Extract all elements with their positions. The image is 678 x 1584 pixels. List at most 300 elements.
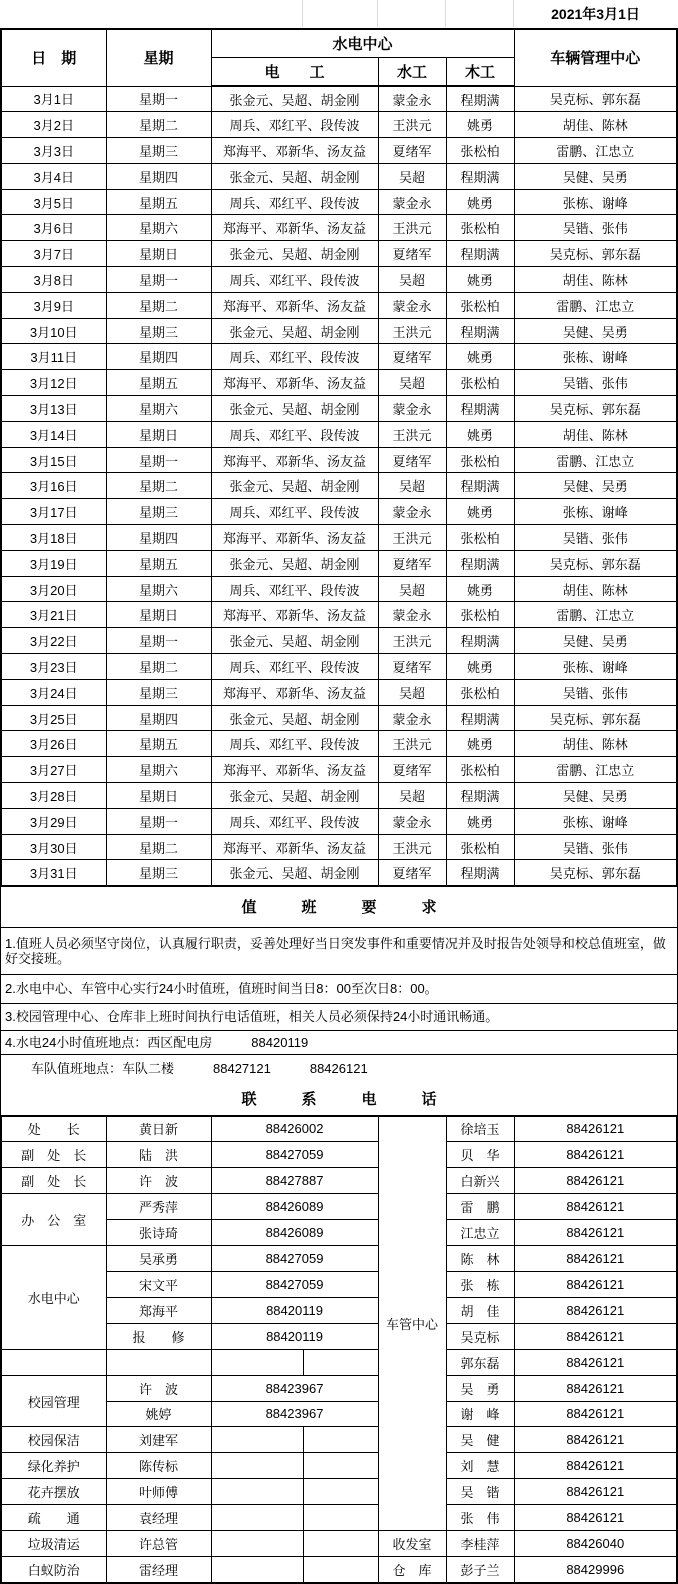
header-electrician: 电 工 — [211, 57, 378, 86]
header-plumber: 水工 — [378, 57, 446, 86]
roster-weekday-cell: 星期二 — [106, 292, 211, 318]
contact-role-cell: 校园管理 — [1, 1375, 106, 1427]
roster-electrician-cell: 张金元、吴超、胡金刚 — [211, 163, 378, 189]
roster-vehicle-cell: 吴健、吴勇 — [514, 163, 677, 189]
contact-name-cell: 刘建军 — [106, 1427, 211, 1453]
contact-name-cell: 郭东磊 — [446, 1349, 514, 1375]
contact-empty-cell — [303, 1505, 378, 1531]
roster-row — [1, 396, 677, 422]
roster-weekday-cell: 星期日 — [106, 421, 211, 447]
contact-table — [0, 1115, 678, 1584]
roster-row — [1, 138, 677, 164]
roster-vehicle-cell: 吴克标、郭东磊 — [514, 860, 677, 886]
roster-date-cell: 3月10日 — [1, 318, 106, 344]
roster-plumber-cell: 王洪元 — [378, 731, 446, 757]
roster-row — [1, 525, 677, 551]
roster-weekday-cell: 星期四 — [106, 163, 211, 189]
contact-name-cell: 吴 锴 — [446, 1479, 514, 1505]
contact-row — [1, 1349, 677, 1375]
roster-date-cell: 3月31日 — [1, 860, 106, 886]
contact-role-cell: 办 公 室 — [1, 1194, 106, 1246]
roster-plumber-cell: 王洪元 — [378, 112, 446, 138]
roster-carpenter-cell: 张松柏 — [446, 834, 514, 860]
roster-weekday-cell: 星期四 — [106, 705, 211, 731]
contact-row — [1, 1142, 677, 1168]
roster-plumber-cell: 王洪元 — [378, 318, 446, 344]
roster-carpenter-cell: 姚勇 — [446, 731, 514, 757]
roster-electrician-cell: 张金元、吴超、胡金刚 — [211, 783, 378, 809]
roster-row — [1, 473, 677, 499]
duty-roster-table — [0, 28, 678, 887]
roster-vehicle-cell: 胡佳、陈林 — [514, 731, 677, 757]
contact-phone-cell: 88426121 — [514, 1194, 677, 1220]
contact-name-cell: 袁经理 — [106, 1505, 211, 1531]
contact-phone-cell: 88423967 — [211, 1375, 378, 1401]
contact-name-cell: 许总管 — [106, 1531, 211, 1557]
roster-vehicle-cell: 吴健、吴勇 — [514, 783, 677, 809]
roster-date-cell: 3月21日 — [1, 602, 106, 628]
roster-header — [1, 29, 677, 86]
contact-phone-cell: 88426121 — [514, 1219, 677, 1245]
contact-phone-cell: 88426121 — [514, 1375, 677, 1401]
roster-weekday-cell: 星期日 — [106, 602, 211, 628]
roster-date-cell: 3月11日 — [1, 344, 106, 370]
roster-carpenter-cell: 张松柏 — [446, 215, 514, 241]
roster-weekday-cell: 星期一 — [106, 628, 211, 654]
roster-plumber-cell: 蒙金永 — [378, 808, 446, 834]
contact-phone-cell: 88426121 — [514, 1142, 677, 1168]
contact-phone-cell: 88420119 — [211, 1297, 378, 1323]
roster-vehicle-cell: 吴健、吴勇 — [514, 473, 677, 499]
roster-vehicle-cell: 张栋、谢峰 — [514, 654, 677, 680]
contact-phone-cell: 88426121 — [514, 1349, 677, 1375]
roster-date-cell: 3月8日 — [1, 267, 106, 293]
contact-empty-cell — [303, 1427, 378, 1453]
roster-plumber-cell: 夏绪军 — [378, 447, 446, 473]
roster-weekday-cell: 星期四 — [106, 344, 211, 370]
gridline — [377, 0, 378, 27]
roster-electrician-cell: 郑海平、邓新华、汤友益 — [211, 525, 378, 551]
contact-role-cell: 副 处 长 — [1, 1168, 106, 1194]
roster-date-cell: 3月22日 — [1, 628, 106, 654]
contact-empty-cell — [211, 1505, 303, 1531]
roster-row — [1, 189, 677, 215]
roster-weekday-cell: 星期六 — [106, 396, 211, 422]
header-water-electric-center: 水电中心 — [211, 29, 514, 57]
roster-row — [1, 679, 677, 705]
roster-date-cell: 3月14日 — [1, 421, 106, 447]
roster-vehicle-cell: 张栋、谢峰 — [514, 808, 677, 834]
roster-carpenter-cell: 程期满 — [446, 550, 514, 576]
contact-phone-cell: 88426121 — [514, 1479, 677, 1505]
roster-electrician-cell: 郑海平、邓新华、汤友益 — [211, 602, 378, 628]
roster-plumber-cell: 吴超 — [378, 267, 446, 293]
roster-body — [1, 86, 677, 886]
contact-row — [1, 1505, 677, 1531]
roster-plumber-cell: 蒙金永 — [378, 396, 446, 422]
roster-carpenter-cell: 程期满 — [446, 473, 514, 499]
roster-plumber-cell: 吴超 — [378, 370, 446, 396]
roster-row — [1, 447, 677, 473]
roster-electrician-cell: 周兵、邓红平、段传波 — [211, 576, 378, 602]
contact-role-cell: 校园保洁 — [1, 1427, 106, 1453]
roster-plumber-cell: 王洪元 — [378, 525, 446, 551]
roster-vehicle-cell: 雷鹏、江忠立 — [514, 138, 677, 164]
roster-electrician-cell: 张金元、吴超、胡金刚 — [211, 550, 378, 576]
contact-name-cell: 张 栋 — [446, 1271, 514, 1297]
contact-row — [1, 1168, 677, 1194]
roster-row — [1, 705, 677, 731]
contact-phone-cell: 88426089 — [211, 1194, 378, 1220]
roster-vehicle-cell: 雷鹏、江忠立 — [514, 447, 677, 473]
roster-date-cell: 3月16日 — [1, 473, 106, 499]
roster-date-cell: 3月18日 — [1, 525, 106, 551]
roster-plumber-cell: 夏绪军 — [378, 241, 446, 267]
roster-vehicle-cell: 吴克标、郭东磊 — [514, 241, 677, 267]
contact-name-cell: 张诗琦 — [106, 1219, 211, 1245]
contact-empty-cell — [106, 1349, 211, 1375]
roster-weekday-cell: 星期四 — [106, 525, 211, 551]
contact-name-cell: 贝 华 — [446, 1142, 514, 1168]
contact-name-cell: 郑海平 — [106, 1297, 211, 1323]
roster-plumber-cell: 夏绪军 — [378, 344, 446, 370]
contact-empty-cell — [303, 1531, 378, 1557]
roster-row — [1, 808, 677, 834]
roster-carpenter-cell: 张松柏 — [446, 447, 514, 473]
roster-carpenter-cell: 张松柏 — [446, 525, 514, 551]
roster-vehicle-cell: 胡佳、陈林 — [514, 267, 677, 293]
roster-date-cell: 3月17日 — [1, 499, 106, 525]
roster-date-cell: 3月26日 — [1, 731, 106, 757]
contact-role-cell: 副 处 长 — [1, 1142, 106, 1168]
roster-plumber-cell: 夏绪军 — [378, 550, 446, 576]
contact-phone-cell: 88427059 — [211, 1271, 378, 1297]
roster-date-cell: 3月29日 — [1, 808, 106, 834]
contact-name-cell: 叶师傅 — [106, 1479, 211, 1505]
contact-empty-cell — [303, 1557, 378, 1583]
roster-vehicle-cell: 吴锴、张伟 — [514, 525, 677, 551]
contact-name-cell: 许 波 — [106, 1168, 211, 1194]
roster-plumber-cell: 王洪元 — [378, 834, 446, 860]
contact-role-cell: 水电中心 — [1, 1245, 106, 1349]
contact-role-cell: 垃圾清运 — [1, 1531, 106, 1557]
contact-empty-cell — [211, 1479, 303, 1505]
roster-electrician-cell: 郑海平、邓新华、汤友益 — [211, 757, 378, 783]
roster-plumber-cell: 王洪元 — [378, 421, 446, 447]
contact-role-cell: 白蚁防治 — [1, 1557, 106, 1583]
roster-carpenter-cell: 程期满 — [446, 783, 514, 809]
roster-electrician-cell: 张金元、吴超、胡金刚 — [211, 860, 378, 886]
roster-electrician-cell: 郑海平、邓新华、汤友益 — [211, 447, 378, 473]
roster-row — [1, 267, 677, 293]
contact-name-cell: 吴 勇 — [446, 1375, 514, 1401]
roster-electrician-cell: 张金元、吴超、胡金刚 — [211, 473, 378, 499]
contact-name-cell: 李桂萍 — [446, 1531, 514, 1557]
roster-electrician-cell: 郑海平、邓新华、汤友益 — [211, 138, 378, 164]
contact-name-cell: 雷 鹏 — [446, 1194, 514, 1220]
contact-empty-cell — [303, 1349, 378, 1375]
roster-carpenter-cell: 程期满 — [446, 241, 514, 267]
roster-carpenter-cell: 张松柏 — [446, 679, 514, 705]
contact-phone-cell: 88426121 — [514, 1453, 677, 1479]
contact-row — [1, 1375, 677, 1401]
roster-row — [1, 628, 677, 654]
roster-carpenter-cell: 姚勇 — [446, 808, 514, 834]
gridline — [302, 0, 303, 27]
roster-weekday-cell: 星期六 — [106, 757, 211, 783]
contact-phone-cell: 88426121 — [514, 1505, 677, 1531]
roster-plumber-cell: 蒙金永 — [378, 602, 446, 628]
roster-electrician-cell: 张金元、吴超、胡金刚 — [211, 705, 378, 731]
contact-empty-cell — [211, 1427, 303, 1453]
duty-note-2: 2.水电中心、车管中心实行24小时值班，值班时间当日8：00至次日8：00。 — [0, 975, 678, 1004]
contact-name-cell: 彭子兰 — [446, 1557, 514, 1583]
roster-electrician-cell: 郑海平、邓新华、汤友益 — [211, 370, 378, 396]
roster-vehicle-cell: 吴克标、郭东磊 — [514, 396, 677, 422]
contact-empty-cell — [211, 1531, 303, 1557]
contact-name-cell: 白新兴 — [446, 1168, 514, 1194]
contact-name-cell: 陈 林 — [446, 1245, 514, 1271]
roster-date-cell: 3月6日 — [1, 215, 106, 241]
roster-vehicle-cell: 吴克标、郭东磊 — [514, 86, 677, 112]
roster-date-cell: 3月12日 — [1, 370, 106, 396]
contact-phone-cell: 88426121 — [514, 1245, 677, 1271]
roster-date-cell: 3月7日 — [1, 241, 106, 267]
roster-carpenter-cell: 程期满 — [446, 860, 514, 886]
roster-electrician-cell: 郑海平、邓新华、汤友益 — [211, 215, 378, 241]
contact-phone-title: 联 系 电 话 — [0, 1083, 678, 1115]
roster-weekday-cell: 星期三 — [106, 318, 211, 344]
roster-plumber-cell: 夏绪军 — [378, 138, 446, 164]
roster-date-cell: 3月3日 — [1, 138, 106, 164]
duty-note-4b: 车队值班地点：车队二楼 88427121 88426121 — [0, 1055, 678, 1083]
roster-plumber-cell: 夏绪军 — [378, 860, 446, 886]
contact-name-cell: 报 修 — [106, 1323, 211, 1349]
roster-weekday-cell: 星期三 — [106, 860, 211, 886]
roster-electrician-cell: 周兵、邓红平、段传波 — [211, 499, 378, 525]
roster-row — [1, 241, 677, 267]
roster-electrician-cell: 周兵、邓红平、段传波 — [211, 344, 378, 370]
contact-name-cell: 陆 洪 — [106, 1142, 211, 1168]
roster-row — [1, 602, 677, 628]
header-vehicle-center: 车辆管理中心 — [514, 29, 677, 86]
contact-row — [1, 1453, 677, 1479]
roster-electrician-cell: 周兵、邓红平、段传波 — [211, 421, 378, 447]
roster-vehicle-cell: 吴锴、张伟 — [514, 215, 677, 241]
roster-weekday-cell: 星期六 — [106, 576, 211, 602]
roster-carpenter-cell: 姚勇 — [446, 189, 514, 215]
roster-row — [1, 757, 677, 783]
contact-row — [1, 1116, 677, 1142]
contact-name-cell: 陈传标 — [106, 1453, 211, 1479]
roster-carpenter-cell: 张松柏 — [446, 292, 514, 318]
contact-role-cell: 绿化养护 — [1, 1453, 106, 1479]
roster-date-cell: 3月9日 — [1, 292, 106, 318]
contact-name-cell: 许 波 — [106, 1375, 211, 1401]
roster-vehicle-cell: 雷鹏、江忠立 — [514, 292, 677, 318]
contact-name-cell: 吴克标 — [446, 1323, 514, 1349]
contact-empty-cell — [211, 1557, 303, 1583]
roster-weekday-cell: 星期二 — [106, 654, 211, 680]
roster-vehicle-cell: 张栋、谢峰 — [514, 189, 677, 215]
roster-weekday-cell: 星期六 — [106, 215, 211, 241]
roster-vehicle-cell: 吴锴、张伟 — [514, 834, 677, 860]
roster-electrician-cell: 周兵、邓红平、段传波 — [211, 112, 378, 138]
contact-phone-cell: 88427059 — [211, 1142, 378, 1168]
roster-weekday-cell: 星期二 — [106, 834, 211, 860]
roster-date-cell: 3月20日 — [1, 576, 106, 602]
roster-electrician-cell: 张金元、吴超、胡金刚 — [211, 86, 378, 112]
contact-row — [1, 1427, 677, 1453]
roster-carpenter-cell: 张松柏 — [446, 138, 514, 164]
header-date: 日 期 — [1, 29, 106, 86]
contact-name-cell: 胡 佳 — [446, 1297, 514, 1323]
roster-row — [1, 163, 677, 189]
roster-plumber-cell: 蒙金永 — [378, 499, 446, 525]
roster-vehicle-cell: 张栋、谢峰 — [514, 499, 677, 525]
roster-plumber-cell: 吴超 — [378, 783, 446, 809]
gridline — [445, 0, 446, 27]
contact-name-cell: 张 伟 — [446, 1505, 514, 1531]
roster-carpenter-cell: 程期满 — [446, 163, 514, 189]
roster-vehicle-cell: 吴克标、郭东磊 — [514, 705, 677, 731]
contact-empty-cell — [211, 1453, 303, 1479]
contact-role-cell: 疏 通 — [1, 1505, 106, 1531]
contact-empty-cell — [211, 1349, 303, 1375]
roster-row — [1, 834, 677, 860]
roster-vehicle-cell: 张栋、谢峰 — [514, 344, 677, 370]
roster-electrician-cell: 张金元、吴超、胡金刚 — [211, 241, 378, 267]
roster-date-cell: 3月23日 — [1, 654, 106, 680]
roster-vehicle-cell: 吴克标、郭东磊 — [514, 550, 677, 576]
contact-phone-cell: 88426121 — [514, 1116, 677, 1142]
roster-carpenter-cell: 程期满 — [446, 628, 514, 654]
roster-carpenter-cell: 程期满 — [446, 86, 514, 112]
contact-role-cell: 仓 库 — [378, 1557, 446, 1583]
roster-weekday-cell: 星期三 — [106, 679, 211, 705]
roster-row — [1, 654, 677, 680]
roster-electrician-cell: 周兵、邓红平、段传波 — [211, 189, 378, 215]
roster-row — [1, 344, 677, 370]
contact-phone-cell: 88420119 — [211, 1323, 378, 1349]
contact-role-cell: 花卉摆放 — [1, 1479, 106, 1505]
duty-note-3: 3.校园管理中心、仓库非上班时间执行电话值班，相关人员必须保持24小时通讯畅通。 — [0, 1004, 678, 1031]
roster-weekday-cell: 星期日 — [106, 783, 211, 809]
roster-date-cell: 3月30日 — [1, 834, 106, 860]
roster-electrician-cell: 郑海平、邓新华、汤友益 — [211, 834, 378, 860]
roster-carpenter-cell: 姚勇 — [446, 576, 514, 602]
roster-electrician-cell: 周兵、邓红平、段传波 — [211, 808, 378, 834]
roster-plumber-cell: 蒙金永 — [378, 189, 446, 215]
roster-date-cell: 3月1日 — [1, 86, 106, 112]
roster-plumber-cell: 王洪元 — [378, 215, 446, 241]
header-weekday: 星期 — [106, 29, 211, 86]
contact-body — [1, 1116, 677, 1583]
roster-weekday-cell: 星期三 — [106, 499, 211, 525]
roster-carpenter-cell: 程期满 — [446, 705, 514, 731]
roster-row — [1, 215, 677, 241]
roster-plumber-cell: 吴超 — [378, 163, 446, 189]
roster-plumber-cell: 吴超 — [378, 679, 446, 705]
roster-carpenter-cell: 姚勇 — [446, 267, 514, 293]
roster-electrician-cell: 周兵、邓红平、段传波 — [211, 731, 378, 757]
contact-phone-cell: 88429996 — [514, 1557, 677, 1583]
roster-electrician-cell: 张金元、吴超、胡金刚 — [211, 628, 378, 654]
roster-carpenter-cell: 姚勇 — [446, 499, 514, 525]
contact-row — [1, 1194, 677, 1220]
header-carpenter: 木工 — [446, 57, 514, 86]
roster-date-cell: 3月2日 — [1, 112, 106, 138]
roster-electrician-cell: 张金元、吴超、胡金刚 — [211, 396, 378, 422]
roster-weekday-cell: 星期一 — [106, 808, 211, 834]
roster-row — [1, 860, 677, 886]
roster-weekday-cell: 星期日 — [106, 241, 211, 267]
roster-date-cell: 3月24日 — [1, 679, 106, 705]
roster-plumber-cell: 吴超 — [378, 473, 446, 499]
contact-name-cell: 徐培玉 — [446, 1116, 514, 1142]
roster-carpenter-cell: 张松柏 — [446, 370, 514, 396]
roster-row — [1, 370, 677, 396]
roster-row — [1, 112, 677, 138]
roster-carpenter-cell: 姚勇 — [446, 654, 514, 680]
contact-phone-cell: 88426121 — [514, 1168, 677, 1194]
roster-vehicle-cell: 吴健、吴勇 — [514, 318, 677, 344]
sheet-date: 2021年3月1日 — [551, 6, 640, 22]
roster-plumber-cell: 蒙金永 — [378, 86, 446, 112]
roster-row — [1, 292, 677, 318]
contact-name-cell: 吴承勇 — [106, 1245, 211, 1271]
duty-note-4: 4.水电24小时值班地点：西区配电房 88420119 — [0, 1031, 678, 1055]
contact-name-cell: 黄日新 — [106, 1116, 211, 1142]
roster-carpenter-cell: 姚勇 — [446, 344, 514, 370]
contact-phone-cell: 88426121 — [514, 1401, 677, 1427]
roster-plumber-cell: 王洪元 — [378, 628, 446, 654]
roster-date-cell: 3月5日 — [1, 189, 106, 215]
contact-phone-cell: 88427059 — [211, 1245, 378, 1271]
roster-date-cell: 3月19日 — [1, 550, 106, 576]
roster-plumber-cell: 蒙金永 — [378, 705, 446, 731]
contact-name-cell: 吴 健 — [446, 1427, 514, 1453]
roster-carpenter-cell: 姚勇 — [446, 421, 514, 447]
roster-date-cell: 3月15日 — [1, 447, 106, 473]
roster-vehicle-cell: 胡佳、陈林 — [514, 576, 677, 602]
roster-weekday-cell: 星期一 — [106, 447, 211, 473]
roster-date-cell: 3月4日 — [1, 163, 106, 189]
roster-weekday-cell: 星期五 — [106, 370, 211, 396]
roster-vehicle-cell: 吴锴、张伟 — [514, 679, 677, 705]
contact-row — [1, 1557, 677, 1583]
roster-plumber-cell: 夏绪军 — [378, 654, 446, 680]
roster-carpenter-cell: 程期满 — [446, 396, 514, 422]
roster-electrician-cell: 郑海平、邓新华、汤友益 — [211, 292, 378, 318]
roster-carpenter-cell: 张松柏 — [446, 602, 514, 628]
roster-vehicle-cell: 吴健、吴勇 — [514, 628, 677, 654]
roster-date-cell: 3月25日 — [1, 705, 106, 731]
contact-name-cell: 刘 慧 — [446, 1453, 514, 1479]
vehicle-center-group-cell: 车管中心 — [378, 1116, 446, 1531]
roster-row — [1, 499, 677, 525]
roster-row — [1, 421, 677, 447]
contact-name-cell: 严秀萍 — [106, 1194, 211, 1220]
roster-weekday-cell: 星期五 — [106, 731, 211, 757]
contact-phone-cell: 88426089 — [211, 1219, 378, 1245]
contact-phone-cell: 88426121 — [514, 1297, 677, 1323]
duty-note-1: 1.值班人员必须坚守岗位，认真履行职责，妥善处理好当日突发事件和重要情况并及时报告处领导和校总值班室，做好交接班。 — [0, 928, 678, 975]
top-strip — [0, 0, 678, 28]
contact-name-cell: 宋文平 — [106, 1271, 211, 1297]
roster-row — [1, 550, 677, 576]
roster-vehicle-cell: 雷鹏、江忠立 — [514, 757, 677, 783]
